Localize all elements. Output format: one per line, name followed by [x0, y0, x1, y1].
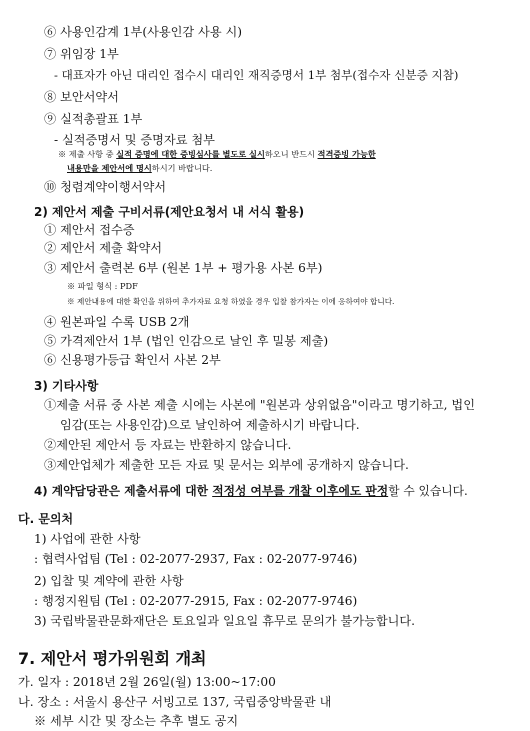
item-9: [44, 111, 142, 127]
section-3-title: 3) 기타사항: [34, 379, 99, 393]
item-number: ⑦: [44, 47, 57, 61]
item-number: ⑧: [44, 90, 57, 104]
item-text: 실적총괄표 1부: [60, 112, 143, 126]
note-highlight-1: 실적 증명에 대한 증빙심사를 별도로 실시: [116, 149, 265, 159]
contact-line-2: : 협력사업팀 (Tel : 02-2077-2937, Fax : 02-2077-9746): [34, 552, 358, 566]
section-7-note: ※ 세부 시간 및 장소는 추후 별도 공지: [34, 714, 239, 728]
item-8: [44, 89, 119, 105]
sec2-item-5: ⑤ 가격제안서 1부 (법인 인감으로 날인 후 밀봉 제출): [44, 334, 329, 348]
section-7-title: 7. 제안서 평가위원회 개최: [18, 649, 207, 668]
contact-line-5: 3) 국립박물관문화재단은 토요일과 일요일 휴무로 문의가 불가능합니다.: [34, 614, 416, 628]
section-7-date: 가. 일자 : 2018년 2월 26일(월) 13:00~17:00: [18, 675, 276, 689]
sec2-item-3: ③ 제안서 출력본 6부 (원본 1부 + 평가용 사본 6부): [44, 261, 323, 275]
item-text: 위임장 1부: [60, 47, 119, 61]
item-10: [44, 179, 166, 195]
contact-title: 다. 문의처: [18, 512, 74, 526]
sec2-item-2: ② 제안서 제출 확약서: [44, 241, 162, 255]
item-9-sub: - 실적증명서 및 증명자료 첨부: [54, 133, 215, 147]
sec2-note-1: ※ 파일 형식 : PDF: [67, 281, 138, 291]
item-7-sub: - 대표자가 아닌 대리인 접수시 대리인 재직증명서 1부 첨부(접수자 신분증 지참): [54, 68, 459, 82]
section-7-place: 나. 장소 : 서울시 용산구 서빙고로 137, 국립중앙박물관 내: [18, 695, 332, 709]
sec2-note-2: ※ 제안내용에 대한 확인을 위하여 추가자료 요청 하였을 경우 입찰 참가자는 이에 응하여야 합니다.: [67, 297, 395, 306]
section-4-highlight: 적정성 여부를 개찰 이후에도 판정: [212, 484, 389, 498]
sec2-item-4: ④ 원본파일 수록 USB 2개: [44, 315, 190, 329]
contact-line-3: 2) 입찰 및 계약에 관한 사항: [34, 574, 184, 588]
sec3-item-1-cont: 임감(또는 사용인감)으로 날인하여 제출하시기 바랍니다.: [60, 418, 360, 432]
note-highlight-2: 적격증빙 가능한: [317, 149, 376, 159]
item-text: 청렴계약이행서약서: [60, 180, 167, 194]
item-number: ⑥: [44, 25, 57, 39]
sec3-item-2: ②제안된 제안서 등 자료는 반환하지 않습니다.: [44, 438, 292, 452]
item-number: ⑩: [44, 180, 57, 194]
item-6: [44, 24, 242, 40]
item-text: 보안서약서: [60, 90, 119, 104]
item-7: [44, 46, 119, 62]
sec3-item-3: ③제안업체가 제출한 모든 자료 및 문서는 외부에 공개하지 않습니다.: [44, 458, 409, 472]
item-text: 사용인감계 1부(사용인감 사용 시): [60, 25, 242, 39]
section-2-title: 2) 제안서 제출 구비서류(제안요청서 내 서식 활용): [34, 205, 305, 219]
section-4: 4) 계약담당관은 제출서류에 대한 적정성 여부를 개찰 이후에도 판정할 수 있습니다.: [34, 484, 468, 498]
note-evidence: ※ 제출 사항 중 실적 증명에 대한 증빙심사를 별도로 실시하오니 반드시 적격증빙 가능한: [58, 149, 376, 159]
item-number: ⑨: [44, 112, 57, 126]
note-evidence-cont: 내용만을 제안서에 명시하시기 바랍니다.: [67, 163, 213, 173]
sec2-item-1: ① 제안서 접수증: [44, 223, 135, 237]
sec3-item-1: ①제출 서류 중 사본 제출 시에는 사본에 "원본과 상위없음"이라고 명기하고, 법인: [44, 398, 475, 412]
contact-line-1: 1) 사업에 관한 사항: [34, 532, 141, 546]
note-highlight-3: 내용만을 제안서에 명시: [67, 163, 152, 173]
sec2-item-6: ⑥ 신용평가등급 확인서 사본 2부: [44, 353, 221, 367]
contact-line-4: : 행정지원팀 (Tel : 02-2077-2915, Fax : 02-2077-9746): [34, 594, 358, 608]
